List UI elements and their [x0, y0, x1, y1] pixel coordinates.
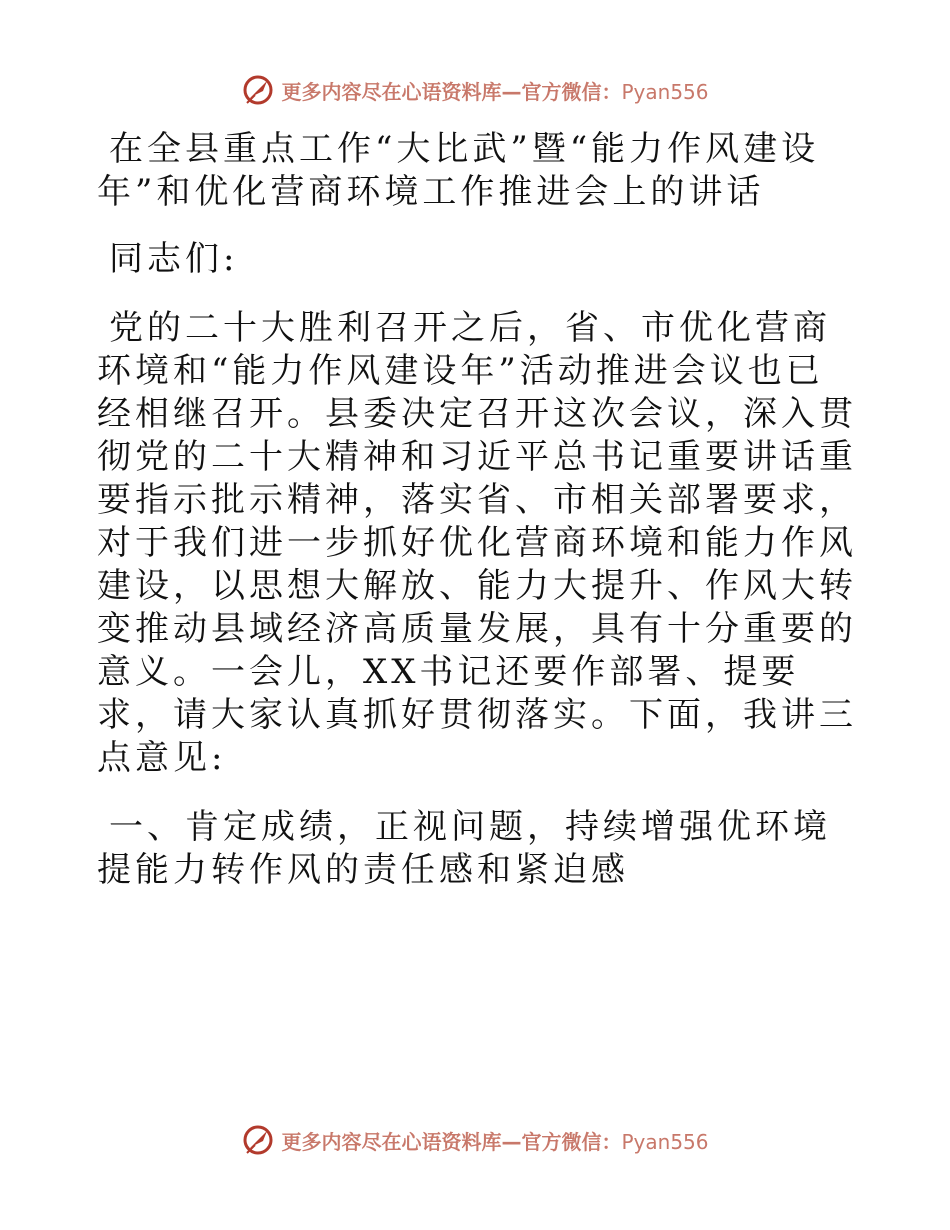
watermark-header	[0, 70, 950, 110]
document-title-line-2: 年”和优化营商环境工作推进会上的讲话	[97, 172, 765, 212]
watermark-wechat-id: Pyan556	[621, 1129, 709, 1154]
body-paragraph: 党的二十大胜利召开之后，省、市优化营商环境和“能力作风建设年”活动推进会议也已经相继召开。县委决定召开这次会议，深入贯彻党的二十大精神和习近平总书记重要讲话重要指示批示精神，落实省、市相关部署要求，对于我们进一步抓好优化营商环境和能力作风建设，以思想大解放、能力大提升、作风大转变推动县域经济高质量发展，具有十分重要的意义。一会儿，XX书记还要作部署、提要求，请大家认真抓好贯彻落实。下面，我讲三点意见:	[97, 308, 857, 778]
watermark-text: 更多内容尽在心语资料库—官方微信：Pyan556	[281, 79, 709, 104]
greeting: 同志们:	[109, 239, 239, 279]
watermark-wechat-id: Pyan556	[621, 79, 709, 104]
document-body	[97, 120, 857, 892]
watermark-footer	[0, 1120, 950, 1160]
quill-logo-icon	[241, 1123, 275, 1157]
watermark-text: 更多内容尽在心语资料库—官方微信：Pyan556	[281, 1129, 709, 1154]
document-title-line-1: 在全县重点工作“大比武”暨“能力作风建设	[109, 129, 820, 169]
section-heading: 一、肯定成绩，正视问题，持续增强优环境提能力转作风的责任感和紧迫感	[97, 807, 831, 890]
quill-logo-icon	[241, 73, 275, 107]
